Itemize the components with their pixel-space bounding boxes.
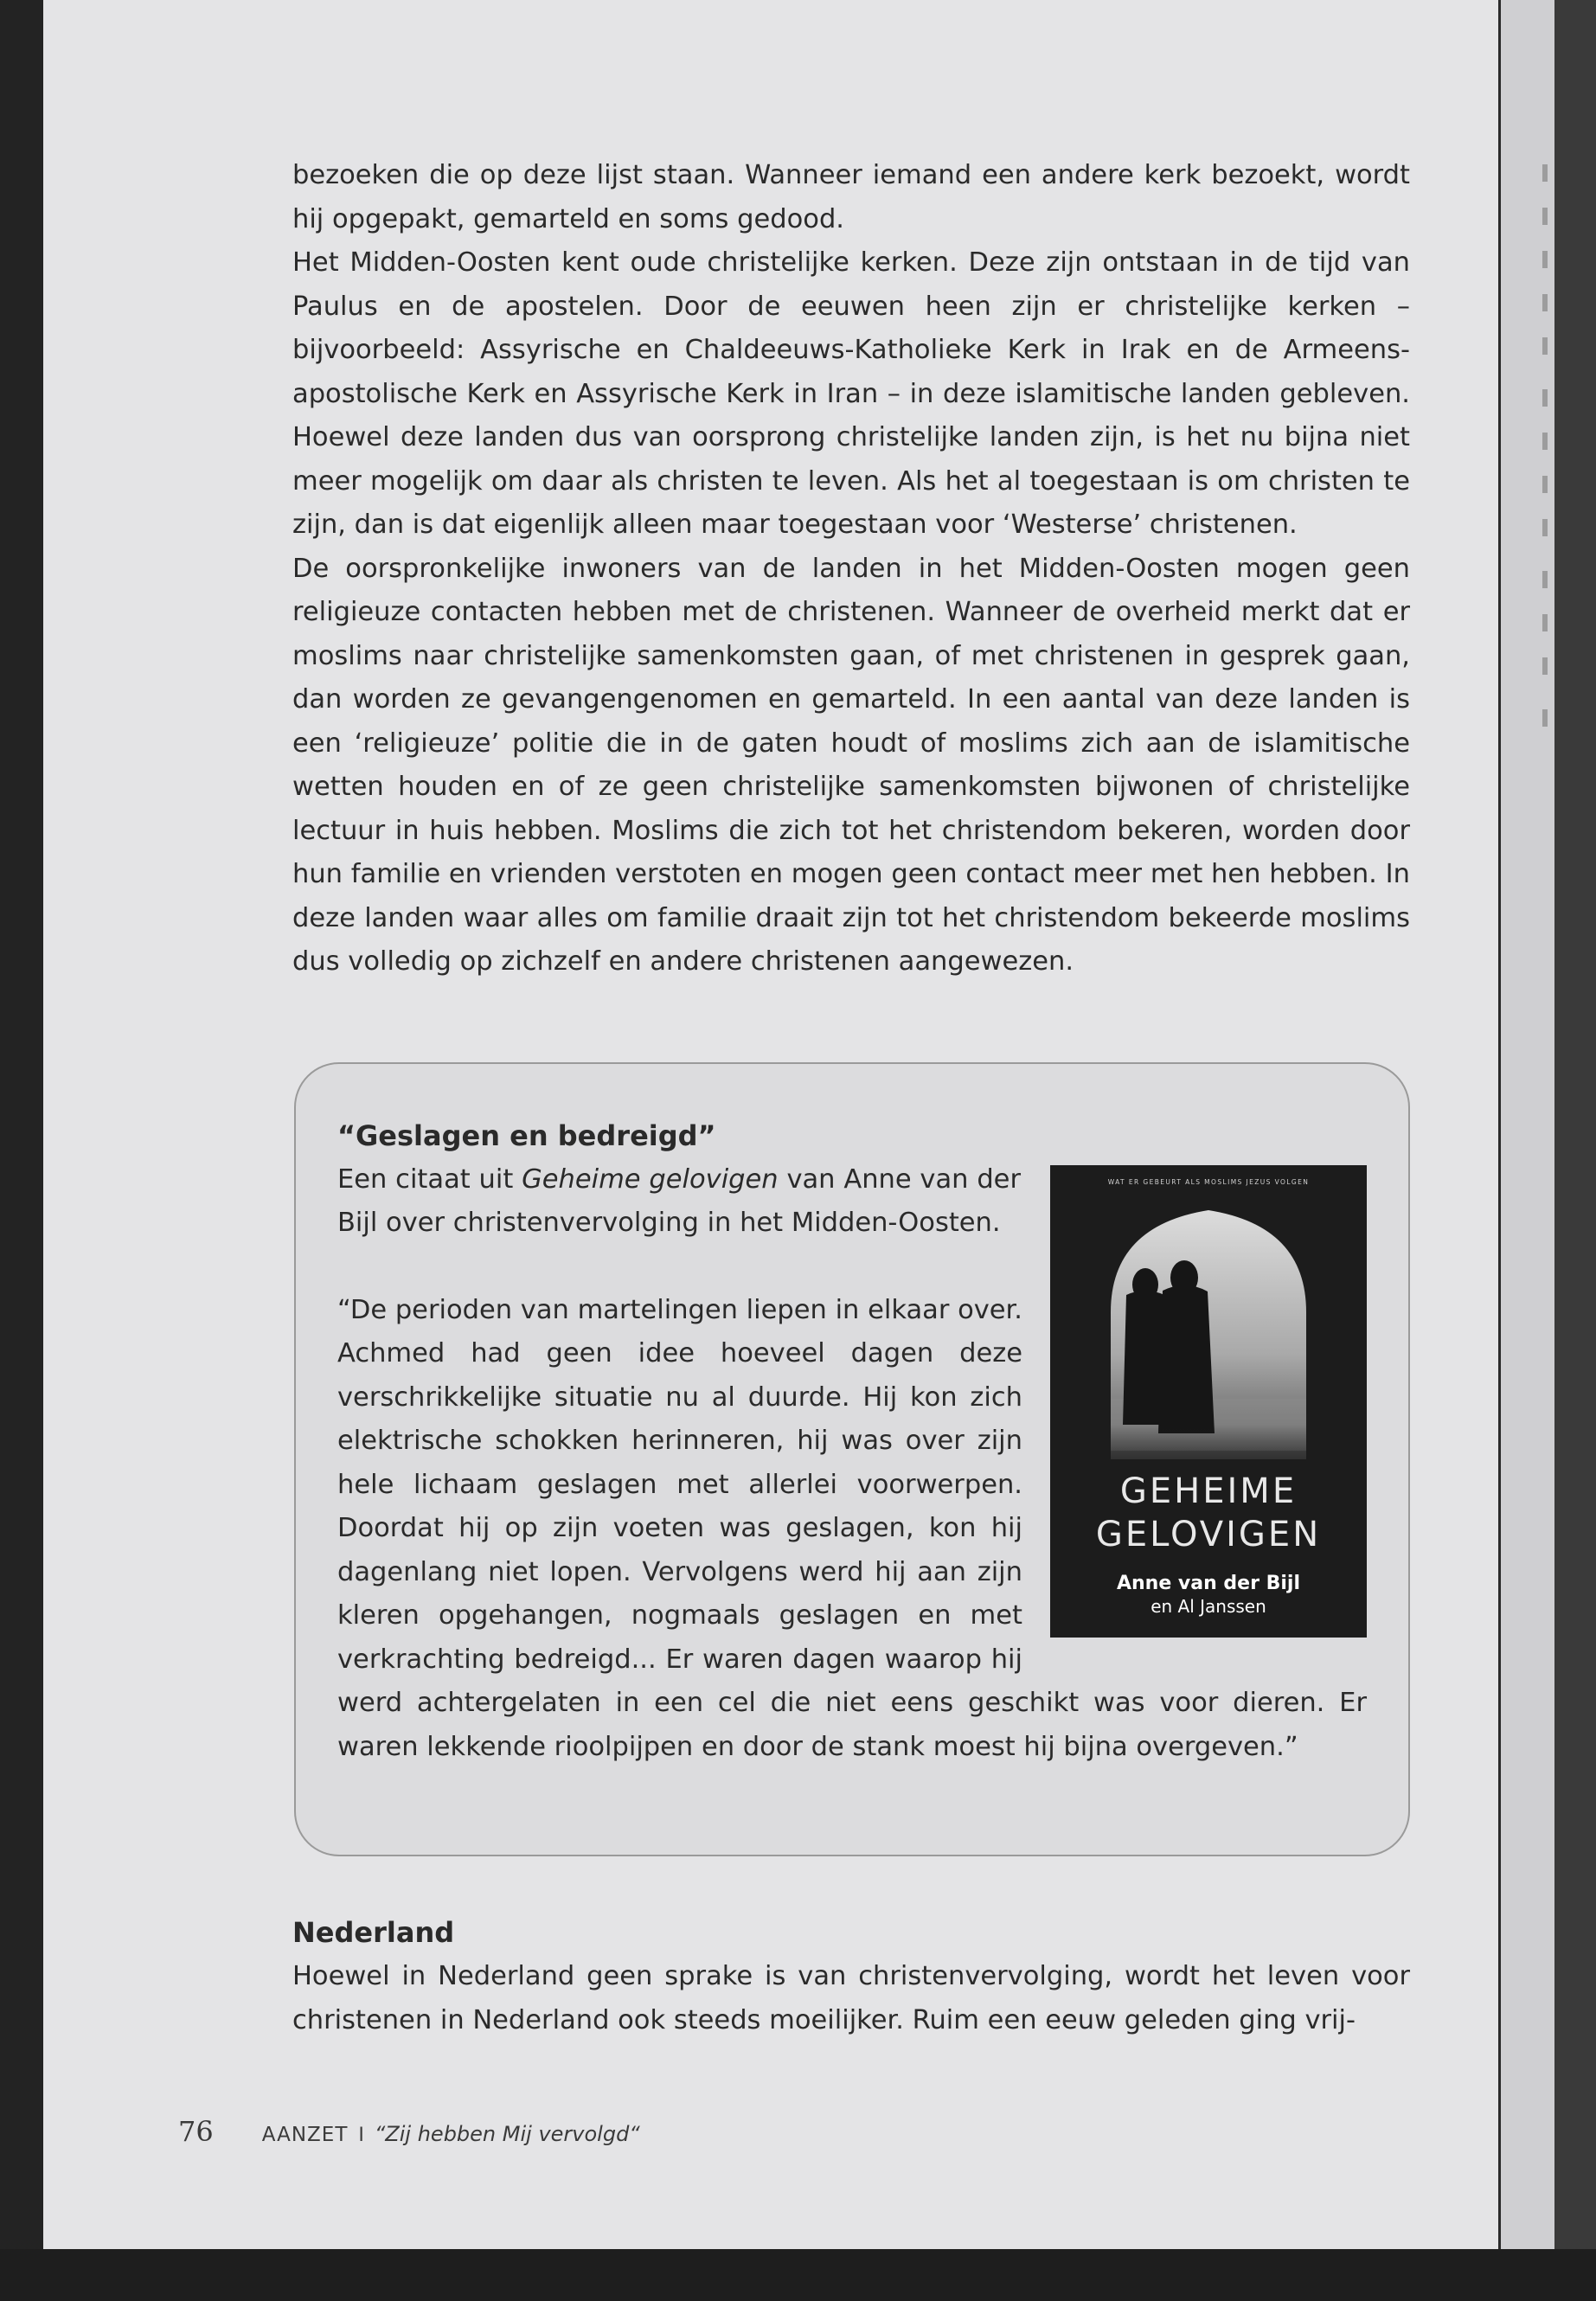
book-tagline: WAT ER GEBEURT ALS MOSLIMS JEZUS VOLGEN	[1107, 1177, 1310, 1186]
body-paragraph: Het Midden-Oosten kent oude christelijke kerken. Deze zijn ontstaan in de tijd van Paulus en de apostelen. Door de eeuwen heen zijn er christelijke kerken – bijvoorbeeld: Assyrische en Chaldeeuws-Katholieke Kerk in Irak en de Armeens-apostolische Kerk en Assyrische Kerk in Iran – in deze islamitische landen gebleven. Hoewel deze landen dus van oorsprong christelijke landen zijn, is het nu bijna niet meer mogelijk om daar als christen te leven. Als het al toegestaan is om christen te zijn, dan is dat eigenlijk alleen maar toegestaan voor ‘Westerse’ christenen.	[292, 247, 1410, 540]
quote-title: “Geslagen en bedreigd”	[337, 1119, 716, 1152]
footer-subtitle: “Zij hebben Mij vervolgd“	[374, 2122, 640, 2146]
body-paragraph: De oorspronkelijke inwoners van de landen in het Midden-Oosten mogen geen religieuze contacten hebben met de christenen. Wanneer de overheid merkt dat er moslims naar christelijke samenkomsten gaan, of met christenen in gesprek gaan, dan worden ze gevangengenomen en gemarteld. In een aantal van deze landen is een ‘religieuze’ politie die in de gaten houdt of moslims zich aan de islamitische wetten houden en of ze geen christelijke samenkomsten bijwonen of christelijke lectuur in huis hebben. Moslims die zich tot het christendom bekeren, worden door hun familie en vrienden verstoten en mogen geen contact meer met hen hebben. In deze landen waar alles om familie draait zijn tot het christendom bekeerde moslims dus volledig op zichzelf en andere christenen aangewezen.	[292, 553, 1410, 977]
page-footer	[178, 2115, 640, 2148]
quote-box	[294, 1062, 1410, 1856]
scan-edge-right	[1554, 0, 1596, 2249]
adjacent-page-edge	[1498, 0, 1557, 2249]
body-paragraph: bezoeken die op deze lijst staan. Wanneer iemand een andere kerk bezoekt, wordt hij opgepakt, gemarteld en soms gedood.	[292, 160, 1410, 234]
book-cover-image	[1050, 1165, 1367, 1638]
page-number: 76	[178, 2115, 214, 2148]
section-text: Hoewel in Nederland geen sprake is van christenvervolging, wordt het leven voor christenen in Nederland ook steeds moeilijker. Ruim een eeuw geleden ging vrij-	[292, 1961, 1410, 2035]
quote-text: “De perioden van martelingen liepen in elkaar over. Achmed had geen idee hoeveel dagen deze verschrikkelijke situatie nu al duurde. Hij kon zich elektrische schokken herinneren, hij was over zijn hele lichaam geslagen met allerlei voorwerpen. Doordat hij op zijn voeten was geslagen, kon hij dagenlang niet lopen. Vervolgens werd hij aan zijn kleren opgehangen, nogmaals geslagen en met verkrachting bedreigd... Er waren dagen waarop hij werd achtergelaten in een cel die niet eens geschikt was voor dieren. Er waren lekkende rioolpijpen en door de stank moest hij bijna overgeven.”	[337, 1294, 1367, 1762]
book-title-reference: Geheime gelovigen	[522, 1163, 779, 1195]
quote-box-content	[337, 1114, 1367, 1769]
book-author: Anne van der Bijl	[1116, 1572, 1301, 1594]
body-text	[292, 154, 1410, 984]
scan-edge-bottom	[0, 2249, 1596, 2301]
footer-section: AANZET	[261, 2124, 349, 2146]
section-heading: Nederland	[292, 1916, 455, 1949]
book-title-line2: GELOVIGEN	[1095, 1514, 1322, 1554]
book-coauthor: en Al Janssen	[1151, 1595, 1266, 1617]
quote-intro-end: van Anne van der Bijl over christenvervolging in het Midden-Oosten.	[337, 1163, 1021, 1238]
scan-edge-left	[0, 0, 43, 2301]
quote-intro-start: Een citaat uit	[337, 1163, 522, 1195]
book-title-line1: GEHEIME	[1119, 1471, 1298, 1511]
footer-separator: I	[358, 2125, 364, 2146]
quote-intro	[337, 1158, 1021, 1246]
